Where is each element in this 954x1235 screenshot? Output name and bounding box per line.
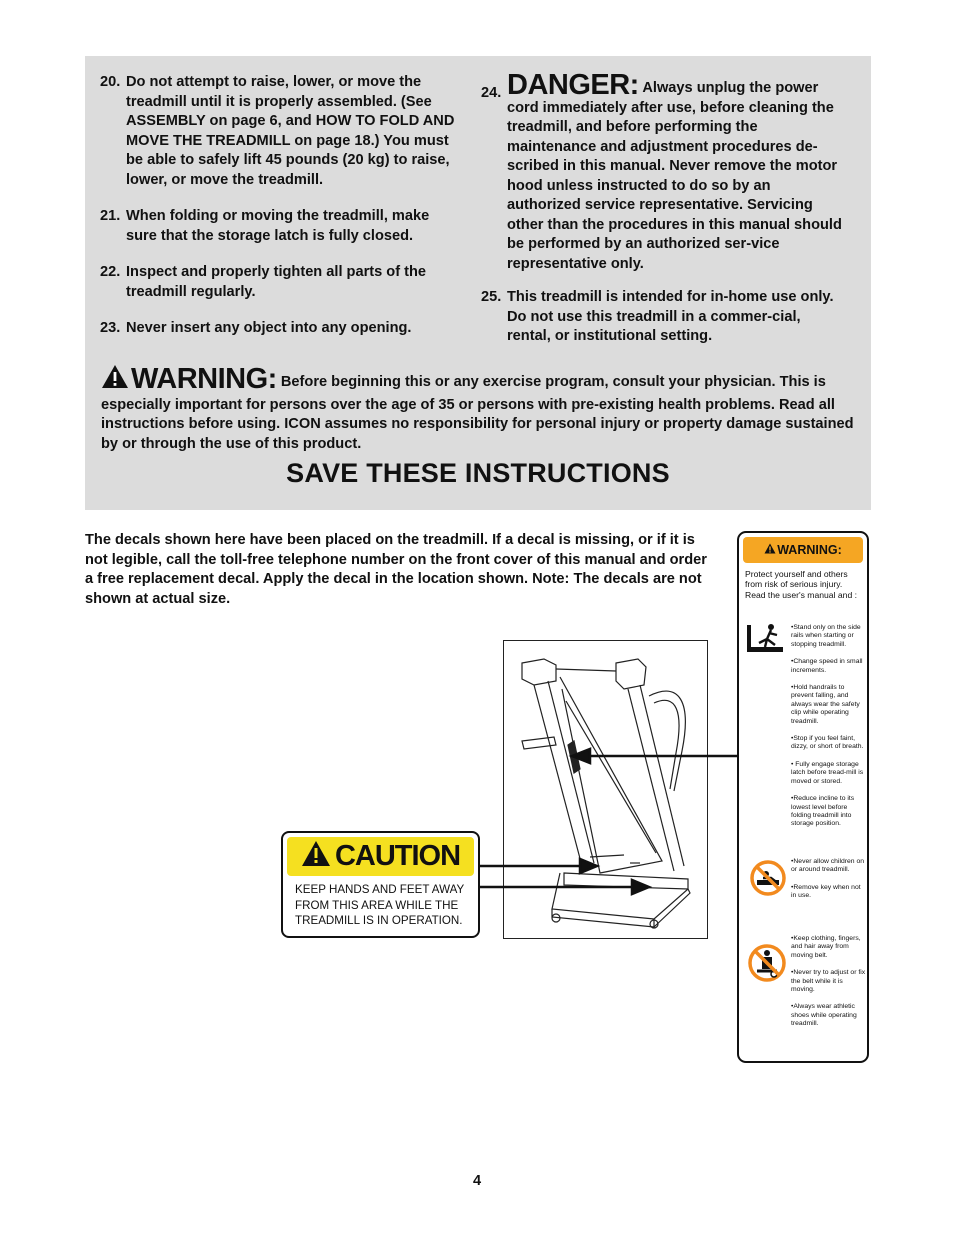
warning-decal-intro: Protect yourself and others from risk of serious injury. Read the user's manual and :	[745, 569, 857, 600]
warning-decal	[737, 531, 869, 1063]
safety-item-22: 22. Inspect and properly tighten all parts of the treadmill regularly.	[100, 264, 427, 300]
caution-decal	[281, 831, 480, 938]
safety-item-21: 21. When folding or moving the treadmill, make sure that the storage latch is fully closed.	[100, 208, 430, 244]
safety-item-24-danger: 24. DANGER: Always unplug the power cord immediately after use, before cleaning the treadmill, and before performing the maintenance and adjustment procedures de-scribed in this manual. Never remove the motor hood unless instructed to do so by an authorized service representative. Servicing other than the procedures in this manual should be performed by an authorized ser-vice representative only.	[481, 69, 842, 272]
page-number: 4	[472, 1173, 482, 1189]
save-instructions-title: SAVE THESE INSTRUCTIONS	[286, 458, 670, 488]
warning-decal-header	[743, 537, 863, 563]
caution-body-text: KEEP HANDS AND FEET AWAY FROM THIS AREA WHILE THE TREADMILL IS IN OPERATION.	[295, 883, 465, 927]
keep-away-belt-icon	[747, 943, 787, 988]
safety-item-20: 20. Do not attempt to raise, lower, or move the treadmill until it is properly assembled. (See ASSEMBLY on page 6, and HOW TO FOLD AND MOVE THE TREADMILL on page 18.) You must be able to safely lift 45 pounds (20 kg) to raise, lower, or move the treadmill.	[100, 74, 455, 188]
warning-decal-list-3: •Keep clothing, fingers, and hair away from moving belt. •Never try to adjust or fix the belt while it is moving. •Always wear athletic shoes while operating treadmill.	[791, 935, 866, 1028]
warning-decal-triangle-icon	[764, 543, 776, 557]
warning-decal-title: WARNING:	[777, 543, 842, 557]
caution-header	[287, 837, 474, 876]
danger-text: Always unplug the power cord immediately after use, before cleaning the treadmill, and before performing the maintenance and adjustment procedures de-scribed in this manual. Never remove the motor hood unless instructed to do so by an authorized service representative. Servicing other than the procedures in this manual should be performed by an authorized ser-vice representative only.	[507, 80, 842, 272]
warning-decal-list-1: •Stand only on the side rails when starting or stopping treadmill. •Change speed in small increments. •Hold handrails to prevent falling, and always wear the safety clip while operating treadmill. •Stop if you feel faint, dizzy, or short of breath. • Fully engage storage latch before tread-mill is moved or stored. •Reduce incline to its lowest level before folding treadmill into storage position.	[791, 624, 864, 828]
safety-item-23: 23. Never insert any object into any opening.	[100, 320, 412, 336]
danger-heading: DANGER:	[507, 69, 639, 101]
safety-item-25: 25. This treadmill is intended for in-home use only. Do not use this treadmill in a commer-cial, rental, or institutional setting.	[481, 289, 834, 344]
caution-triangle-icon	[301, 840, 331, 875]
side-rail-icon	[745, 621, 785, 660]
warning-text: Before beginning this or any exercise program, consult your physician. This is especially important for persons over the age of 35 or persons with pre-existing health problems. Read all instructions before using. ICON assumes no responsibility for personal injury or property damage sustained by or through the use of this product.	[101, 374, 854, 452]
decal-intro-text: The decals shown here have been placed on the treadmill. If a decal is missing, or if it is not legible, call the toll-free telephone number on the front cover of this manual and order a free replacement decal. Apply the decal in the location shown. Note: The decals are not shown at actual size.	[85, 532, 707, 607]
warning-decal-list-2: •Never allow children on or around treadmill. •Remove key when not in use.	[791, 858, 865, 900]
warning-heading: WARNING:	[131, 363, 277, 395]
no-children-icon	[749, 859, 787, 902]
caution-title: CAUTION	[334, 840, 461, 872]
